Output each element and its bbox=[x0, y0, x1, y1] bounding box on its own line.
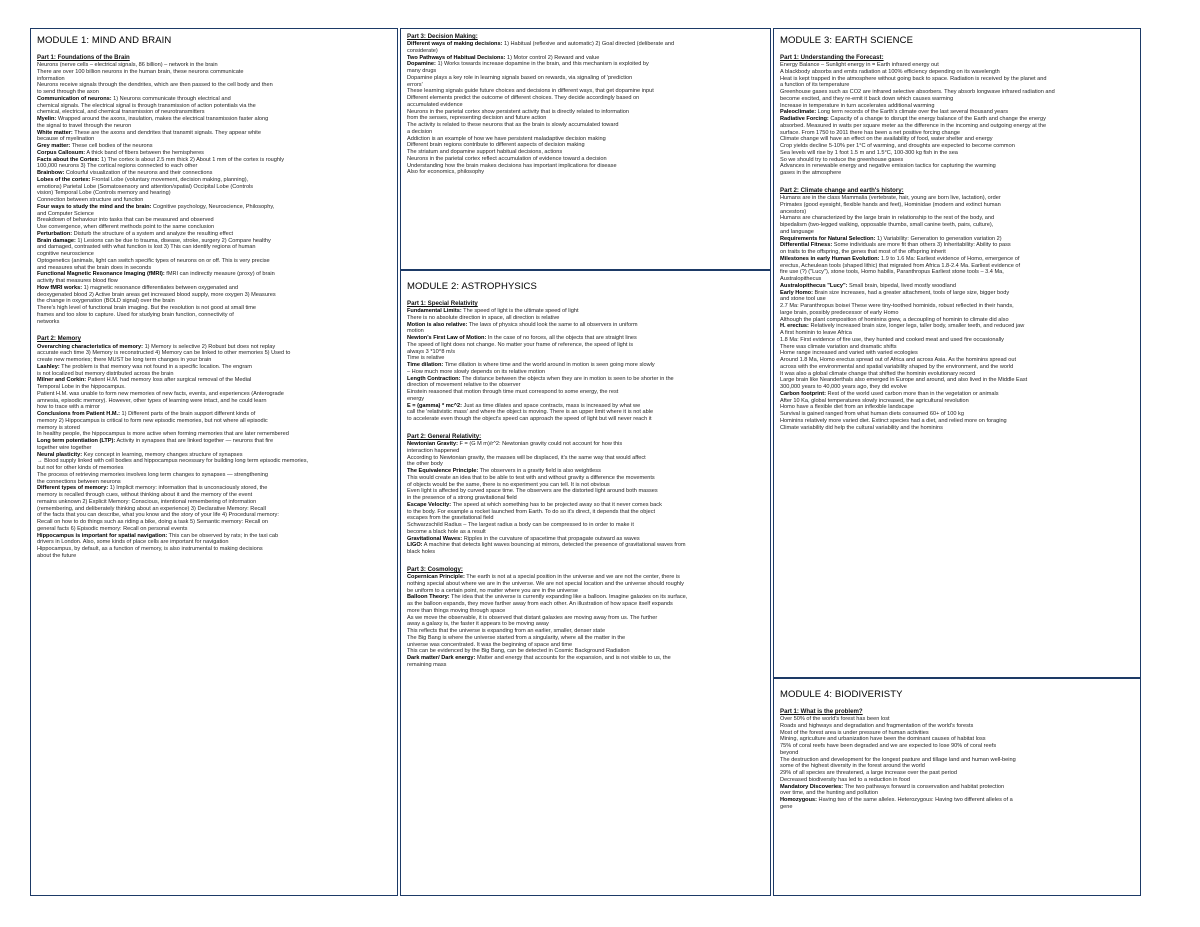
text-line: erectus, Acheulean tools (shaped lithic) that migrated from Africa 1.8-2.4 Ma. Earliest evidence of bbox=[780, 262, 1021, 269]
text-line: memory 2) Hippocampus is critical to form new episodic memories, but not where all episodic bbox=[37, 417, 268, 424]
text-line: frames and too slow to capture. Used for studying brain function, connectivity of bbox=[37, 311, 234, 318]
text-line: over time, and the hunting and pollution bbox=[780, 790, 878, 797]
text-line: Paleoclimate: Long term records of the Earth's climate over the last several thousand years bbox=[780, 109, 1009, 116]
text-line: So we should try to reduce the greenhouse gases bbox=[780, 156, 904, 163]
text-line: A first hominin to leave Africa bbox=[780, 330, 852, 337]
text-line: Grey matter: These cell bodies of the neurons bbox=[37, 143, 153, 150]
text-line: 2.7 Ma: Paranthropus boisei These were tiny-toothed hominids, robust reflected in their hands, bbox=[780, 303, 1014, 310]
text-line: The striatum and dopamine support habitual decisions, actions bbox=[407, 149, 563, 156]
text-line: Primates (good eyesight, flexible hands and feet), Hominidae (modern and extinct human bbox=[780, 201, 1001, 208]
text-line: because of myelination bbox=[37, 136, 95, 143]
text-line: Early Homo: Brain size increases, had a greater attachment, tools of large size, bigger body bbox=[780, 289, 1010, 296]
text-line: Climate change will have an effect on the availability of food, water shelter and energy bbox=[780, 136, 993, 143]
text-line: but not for other kinds of memories bbox=[37, 465, 124, 472]
text-line: nothing special about where we are in the universe. We are not special location and the universe should roughly bbox=[407, 580, 684, 587]
module-3-title: MODULE 3: EARTH SCIENCE bbox=[780, 35, 914, 46]
text-line: → Blood supply linked with cell bodies and hippocampus necessary for building long term episodic memories, bbox=[37, 458, 309, 465]
text-line: how to trace with a mirror bbox=[37, 404, 100, 411]
text-line: Lobes of the cortex: Frontal Lobe (voluntary movement, decision making, planning), bbox=[37, 176, 249, 183]
text-line: Optogenetics (animals, light can switch specific types of neurons on or off. This is very precise bbox=[37, 257, 270, 264]
text-line: Understanding how the brain makes decisions has important implications for disease bbox=[407, 162, 617, 169]
text-line: ancestors) bbox=[780, 208, 807, 215]
module-3-part-2-heading: Part 2: Climate change and earth's history: bbox=[780, 186, 904, 194]
module-1-part-2-heading: Part 2: Memory bbox=[37, 335, 82, 343]
text-line: Temporal Lobe in the hippocampus. bbox=[37, 384, 126, 391]
text-line: across with the environmental and spatial variability shaped by the environment, and the world bbox=[780, 363, 1014, 370]
text-line: 300,000 years to 40,000 years ago, they did evolve bbox=[780, 384, 907, 391]
text-line: remaining mass bbox=[407, 661, 447, 668]
text-line: Australopithecus bbox=[780, 276, 822, 283]
text-line: Greenhouse gases such as CO2 are infrared selective absorbers. They absorb longwave infrared radiation and bbox=[780, 89, 1055, 96]
text-line: beyond bbox=[780, 749, 799, 756]
module-4-part-1-body bbox=[780, 716, 1134, 811]
text-line: Large brain like Neanderthals also emerged in Europe and around, and also lived in the Middle East bbox=[780, 377, 1028, 384]
text-line: Balloon Theory: The idea that the universe is currently expanding like a balloon. Imagine galaxies on its surface, bbox=[407, 594, 688, 601]
text-line: amnesia, episodic memory). However, other types of learning were intact, and he could learn bbox=[37, 397, 267, 404]
text-line: The destruction and development for the longest pasture and tillage land and human well-being bbox=[780, 756, 1016, 763]
text-line: Neurons receive signals through the dendrites, which are then passed to the cell body and then bbox=[37, 82, 273, 89]
text-line: The speed of light does not change. No matter your frame of reference, the speed of light is bbox=[407, 341, 634, 348]
text-line: Increase in temperature in turn accelerates additional warming bbox=[780, 102, 935, 109]
text-line: Requirements for Natural Selection: 1) Variability: Generation to generation variation 2) bbox=[780, 235, 1002, 242]
text-line: the connections between neurons bbox=[37, 478, 121, 485]
module-2-part-1-heading: Part 1: Special Relativity bbox=[407, 300, 478, 307]
module-2-part-2-body bbox=[407, 441, 764, 556]
module-4-part-1-heading: Part 1: What is the problem? bbox=[780, 708, 863, 715]
text-line: activity that measures blood flow bbox=[37, 278, 118, 285]
text-line: Homozygous: Having two of the same alleles. Heterozygous: Having two different alleles of a bbox=[780, 797, 1013, 804]
text-line: to send through the axon bbox=[37, 89, 99, 96]
text-line: Over 50% of the world's forest has been lost bbox=[780, 716, 890, 723]
text-line: to accelerate even though the object's speed can approach the speed of light but will never reach it bbox=[407, 416, 652, 423]
text-line: Schwarzschild Radius – The largest radius a body can be compressed to in order to make it bbox=[407, 522, 634, 529]
text-line: Neurons in the parietal cortex reflect accumulation of evidence toward a decision bbox=[407, 155, 607, 162]
text-line: remains unknown 2) Explicit Memory: Conscious, intentional remembering of information bbox=[37, 498, 257, 505]
text-line: The activity is related to these neurons that as the brain is slowly accumulated toward bbox=[407, 122, 619, 129]
text-line: E = (gamma) * mc^2: Just as time dilates and space contracts, mass is increased by what we bbox=[407, 402, 641, 409]
module-1-panel bbox=[30, 28, 398, 896]
text-line: accumulated evidence bbox=[407, 101, 463, 108]
text-line: Energy Balance – Sunlight energy in = Earth infrared energy out bbox=[780, 62, 939, 69]
text-line: Brainbow: Colourful visualization of the neurons and their connections bbox=[37, 170, 213, 177]
text-line: drivers in London. Also, some kinds of place cells are important for navigation bbox=[37, 539, 229, 546]
text-line: Fundamental Limits: The speed of light is the ultimate speed of light bbox=[407, 308, 579, 315]
text-line: According to Newtonian gravity, the masses will be displaced, it's the same way that would affect bbox=[407, 454, 646, 461]
text-line: Hippocampus, by default, as a function of memory, is also instrumental to making decisions bbox=[37, 546, 263, 553]
text-line: Humans are characterized by the large brain in relationship to the rest of the body, and bbox=[780, 215, 995, 222]
text-line: There are over 100 billion neurons in the human brain, these neurons communicate bbox=[37, 68, 244, 75]
text-line: Mining, agriculture and urbanization have been the dominant causes of habitat loss bbox=[780, 736, 986, 743]
text-line: fire use (?) ("Lucy"), stone tools, Homo habilis, Paranthropus Earliest stone tools – 3.4 Ma, bbox=[780, 269, 1004, 276]
text-line: White matter: These are the axons and dendrites that transmit signals. They appear white bbox=[37, 129, 261, 136]
text-line: interaction happened bbox=[407, 447, 460, 454]
text-line: Neural plasticity: Key concept in learning, memory changes structure of synapses bbox=[37, 451, 243, 458]
text-line: There was climate variation and dramatic shifts bbox=[780, 343, 897, 350]
text-line: Dopamine plays a key role in learning signals based on rewards, via signaling of 'prediction bbox=[407, 74, 633, 81]
text-line: to the body. For example a rocket launched from Earth. To do so it's direct, it depends that the object bbox=[407, 508, 656, 515]
text-line: chemical signals. The electrical signal is through transmission of action potentials via the bbox=[37, 102, 256, 109]
text-line: Most of the forest area is under pressure of human activities bbox=[780, 729, 929, 736]
text-line: (remembering, and deliberately thinking about an experience) 3) Declarative Memory: Recall bbox=[37, 505, 266, 512]
text-line: call the 'relativistic mass' and where the object is moving. There is an upper limit where it is not able bbox=[407, 409, 654, 416]
text-line: Breakdown of behaviour into tasks that can be measured and observed bbox=[37, 217, 214, 224]
text-line: Long term potentiation (LTP): Activity in synapses that are linked together — neurons that fire bbox=[37, 438, 274, 445]
module-2-part-3-heading: Part 3: Cosmology: bbox=[407, 565, 463, 573]
text-line: Australopithecus "Lucy": Small brain, bipedal, lived mostly woodland bbox=[780, 282, 956, 289]
text-line: Mandatory Discoveries: The two pathways forward is conservation and habitat protection bbox=[780, 783, 1005, 790]
module-1-part-3-body bbox=[407, 41, 764, 176]
text-line: These learning signals guide future choices and decisions in different ways, that get dopamine input bbox=[407, 88, 654, 95]
text-line: Roads and highways and degradation and fragmentation of the world's forests bbox=[780, 722, 974, 729]
text-line: Survival is gained ranged from what human diets consumed 60+ of 100 kg bbox=[780, 411, 964, 418]
text-line: Milestones in early Human Evolution: 1.9 to 1.6 Ma: Earliest evidence of Homo, emergence of bbox=[780, 255, 1020, 262]
text-line: errors' bbox=[407, 81, 423, 88]
text-line: Neurons (nerve cells – electrical signals, 86 billion) – network in the brain bbox=[37, 62, 218, 69]
text-line: become excited, and they re-emit it back down which causes warming bbox=[780, 95, 954, 102]
module-1-part-3-panel bbox=[400, 28, 771, 270]
text-line: Recall on how to do things such as riding a bike, doing a task 5) Semantic memory: Recall on bbox=[37, 519, 269, 526]
text-line: networks bbox=[37, 318, 60, 325]
text-line: and measures what the brain does in seconds bbox=[37, 264, 152, 271]
text-line: 1.8 Ma: First evidence of fire use, they hunted and cooked meat and used fire occasionally bbox=[780, 336, 1004, 343]
text-line: Overarching characteristics of memory: 1) Memory is selective 2) Robust but does not replay bbox=[37, 343, 276, 350]
text-line: of the facts that you can describe, what you know and the story of your life 4) Procedural memory: bbox=[37, 512, 279, 519]
text-line: Brain damage: 1) Lesions can be due to trauma, disease, stroke, surgery 2) Compare healthy bbox=[37, 237, 271, 244]
text-line: This would create an idea that to be able to test with and without gravity a difference the movements bbox=[407, 474, 655, 481]
text-line: Neurons in the parietal cortex show persistent activity that is directly related to information bbox=[407, 108, 629, 115]
text-line: There is no absolute direction in space, all direction is relative bbox=[407, 314, 560, 321]
text-line: cognitive neuroscience bbox=[37, 251, 94, 258]
text-line: general facts 6) Episodic memory: Recall on personal events bbox=[37, 525, 188, 532]
text-line: gases in the atmosphere bbox=[780, 170, 842, 177]
text-line: Carbon footprint: Rest of the world used carbon more than in the vegetation or animals bbox=[780, 390, 999, 397]
text-line: of objects would be the same, there is no experiment you can tell. It is not obvious bbox=[407, 481, 610, 488]
text-line: The Big Bang is where the universe started from a singularity, where all the matter in the bbox=[407, 634, 626, 641]
text-line: and stone tool use bbox=[780, 296, 826, 303]
text-line: black holes bbox=[407, 549, 435, 556]
text-line: Humans are in the class Mammalia (vertebrate, hair, young are born live, lactation), order bbox=[780, 195, 1001, 202]
module-3-part-2-body bbox=[780, 195, 1134, 431]
text-line: escapes from the gravitational field bbox=[407, 515, 494, 522]
text-line: some of the highest diversity in the forest around the world bbox=[780, 763, 925, 770]
text-line: Home range increased and varied with varied ecologies bbox=[780, 350, 918, 357]
text-line: and Computer Science bbox=[37, 210, 94, 217]
text-line: be uniform to a certain point, no matter where you are in the universe bbox=[407, 587, 579, 594]
text-line: Advances in renewable energy and negative emission tactics for capturing the warming bbox=[780, 163, 996, 170]
text-line: Perturbation: Disturb the structure of a system and analyze the resulting effect bbox=[37, 230, 234, 237]
text-line: Four ways to study the mind and the brain: Cognitive psychology, Neuroscience, Philosophy, bbox=[37, 203, 275, 210]
text-line: gene bbox=[780, 803, 793, 810]
text-line: H. erectus: Relatively increased brain size, longer legs, taller body, smaller teeth, and reduced jaw bbox=[780, 323, 1025, 330]
module-2-part-2-heading: Part 2: General Relativity: bbox=[407, 432, 482, 440]
text-line: In healthy people, the hippocampus is more active when forming memories that are later remembered bbox=[37, 431, 289, 438]
text-line: motion bbox=[407, 328, 424, 335]
text-line: Functional Magnetic Resonance Imaging (fMRI): fMRI can indirectly measure (proxy) of brain bbox=[37, 271, 275, 278]
text-line: the change in oxygenation (BOLD signal) over the brain bbox=[37, 298, 175, 305]
text-line: This can be evidenced by the Big Bang, can be detected in Cosmic Background Radiation bbox=[407, 648, 630, 655]
text-line: direction of movement relative to the observer bbox=[407, 382, 521, 389]
text-line: The Equivalence Principle: The observers in a gravity field is also weightless bbox=[407, 468, 601, 475]
text-line: Different brain regions contribute to different aspects of decision making bbox=[407, 142, 585, 149]
text-line: A blackbody absorbs and emits radiation at 100% efficiency depending on its wavelength bbox=[780, 68, 1000, 75]
text-line: Conclusions from Patient H.M.: 1) Different parts of the brain support different kinds of bbox=[37, 411, 256, 418]
text-line: Around 1.8 Ma, Homo erectus spread out of Africa and across Asia. As the hominins spread out bbox=[780, 357, 1016, 364]
text-line: Time is relative bbox=[407, 355, 445, 362]
text-line: It was also a global climate change that shifted the hominin evolutionary record bbox=[780, 370, 976, 377]
text-line: Homo have a flexible diet from an inflexible landscape bbox=[780, 404, 914, 411]
module-2-part-1-body bbox=[407, 308, 764, 423]
text-line: together wire together bbox=[37, 444, 92, 451]
text-line: Heat is kept trapped in the atmosphere without going back to space. Radiation is received by the planet and bbox=[780, 75, 1047, 82]
text-line: Hippocampus is important for spatial navigation: This can be observed by rats; in the taxi cab bbox=[37, 532, 279, 539]
text-line: – How much more slowly depends on its relative motion bbox=[407, 368, 546, 375]
text-line: accurate each time 3) Memory is reconstructed 4) Memory can be linked to other memories 5) Used to bbox=[37, 350, 291, 357]
text-line: chemical, electrical, and chemical transmission of neurotransmitters bbox=[37, 109, 205, 116]
module-1-part-1-heading: Part 1: Foundations of the Brain bbox=[37, 54, 130, 61]
text-line: 100,000 neurons 3) The cortical regions connected to each other bbox=[37, 163, 198, 170]
text-line: create new memories; there MUST be long term changes in your brain bbox=[37, 357, 212, 364]
text-line: considerate) bbox=[407, 47, 438, 54]
text-line: Sea levels will rise by 1 foot 1.5 m and 1.5°C, 100-300 kg fish in the sea bbox=[780, 149, 958, 156]
text-line: absorbed. Measured in watts per square meter as the difference in the incoming and outgoing energy at the bbox=[780, 122, 1047, 129]
text-line: away a galaxy is, the faster it appears to be moving away bbox=[407, 621, 549, 628]
text-line: vision) Temporal Lobe (Controls memory and hearing) bbox=[37, 190, 171, 197]
text-line: Gravitational Waves: Ripples in the curvature of spacetime that propagate outward as waves bbox=[407, 535, 640, 542]
text-line: Facts about the Cortex: 1) The cortex is about 2.5 mm thick 2) About 1 mm of the cortex is roughly bbox=[37, 156, 285, 163]
text-line: and damaged, contrasted with what function is lost 3) This can identify regions of human bbox=[37, 244, 256, 251]
module-4-panel bbox=[773, 678, 1141, 896]
text-line: Patient H.M. was unable to form new memories of new facts, events, and experiences (Anterograde bbox=[37, 390, 284, 397]
text-line: universe was concentrated. It was the beginning of space and time bbox=[407, 641, 573, 648]
module-2-title: MODULE 2: ASTROPHYSICS bbox=[407, 281, 537, 292]
text-line: Addiction is an example of how we have persistent maladaptive decision making bbox=[407, 135, 606, 142]
text-line: more than things moving through space bbox=[407, 607, 506, 614]
text-line: is not localized but memory distributed across the brain bbox=[37, 370, 174, 377]
text-line: Myelin: Wrapped around the axons, insulation, makes the electrical transmission faster along bbox=[37, 116, 269, 123]
text-line: 75% of coral reefs have been degraded and we are expected to lose 90% of coral reefs bbox=[780, 743, 997, 750]
text-line: Newton's First Law of Motion: In the case of no forces, all the objects that are straight lines bbox=[407, 335, 637, 342]
text-line: the signal to travel through the neuron bbox=[37, 122, 132, 129]
text-line: Einstein reasoned that motion through time must correspond to some energy, the rest bbox=[407, 389, 619, 396]
text-line: Even light is affected by curved space time. The observers are the distorted light around both masses bbox=[407, 488, 658, 495]
text-line: a decision bbox=[407, 128, 433, 135]
text-line: deoxygenated blood 2) Active brain areas get increased blood supply, more oxygen 3) Measures bbox=[37, 291, 276, 298]
text-line: This reflects that the universe is expanding from an earlier, smaller, denser state bbox=[407, 628, 606, 635]
module-3-part-1-body bbox=[780, 62, 1134, 177]
text-line: surface. From 1750 to 2011 there has been a net positive forcing change bbox=[780, 129, 960, 136]
text-line: the other body bbox=[407, 461, 443, 468]
text-line: Radiative Forcing: Capacity of a change to disrupt the energy balance of the Earth and change the energy bbox=[780, 116, 1046, 123]
text-line: memory is recalled through cues, without thinking about it and the memory of the event bbox=[37, 492, 253, 499]
text-line: information bbox=[37, 75, 65, 82]
text-line: Although the plant composition of hominins grew, a decoupling of hominin to climate did also bbox=[780, 316, 1009, 323]
text-line: Lashley: The problem is that memory was not found in a specific location. The engram bbox=[37, 363, 252, 370]
text-line: memory is stored bbox=[37, 424, 80, 431]
text-line: Time dilation: Time dilation is where time and the world around in motion is seen going more slowly bbox=[407, 362, 655, 369]
text-line: in the presence of a strong gravitational field bbox=[407, 495, 517, 502]
text-line: always 3 *10^8 m/s bbox=[407, 348, 456, 355]
text-line: Hominins relatively more varied diet. Extinct species had a diet, and relied more on foraging bbox=[780, 417, 1007, 424]
text-line: Climate variability did help the cultural variability and the hominins bbox=[780, 424, 943, 431]
text-line: Use convergence, when different methods point to the same conclusion bbox=[37, 224, 215, 231]
text-line: a function of its temperature bbox=[780, 82, 850, 89]
text-line: emotions) Parietal Lobe (Somatosensory and attention/spatial) Occipital Lobe (Controls bbox=[37, 183, 254, 190]
text-line: Newtonian Gravity: F = (G M m)/r^2: Newtonian gravity could not account for how this bbox=[407, 441, 623, 448]
text-line: bipedalism (two-legged walking, opposable thumbs, small canine teeth, pairs, culture), bbox=[780, 222, 994, 229]
text-line: from the senses, representing decision and future action bbox=[407, 115, 547, 122]
text-line: Different types of memory: 1) Implicit memory: information that is unconsciously stored, the bbox=[37, 485, 268, 492]
module-3-panel bbox=[773, 28, 1141, 678]
text-line: become a black hole as a result bbox=[407, 528, 486, 535]
text-line: and language bbox=[780, 228, 814, 235]
text-line: Length Contraction: The distance between the objects when they are in motion is seen to be shorter in the bbox=[407, 375, 674, 382]
text-line: Two Pathways of Habitual Decisions: 1) Motor control 2) Reward and value bbox=[407, 54, 600, 61]
module-1-part-2-body bbox=[37, 344, 391, 560]
text-line: large brain, possibly predecessor of early Homo bbox=[780, 309, 899, 316]
text-line: many drugs bbox=[407, 68, 437, 75]
text-line: Also for economics, philosophy bbox=[407, 169, 485, 176]
text-line: How fMRI works: 1) magnetic resonance differentiates between oxygenated and bbox=[37, 284, 239, 291]
text-line: After 10 Ka, global temperatures slowly increased, the agricultural revolution bbox=[780, 397, 969, 404]
text-line: about the future bbox=[37, 552, 77, 559]
text-line: Milner and Corkin: Patient H.M. had memory loss after surgical removal of the Medial bbox=[37, 377, 252, 384]
text-line: LIGO: A machine that detects light waves bouncing at mirrors, detected the presence of gravitational waves from bbox=[407, 542, 686, 549]
text-line: Differential Fitness: Some individuals are more fit than others 3) Inheritability: Ability to pass bbox=[780, 242, 1011, 249]
text-line: As we move the observable, it is observed that distant galaxies are moving away from us. The further bbox=[407, 614, 658, 621]
text-line: Different ways of making decisions: 1) Habitual (reflexive and automatic) 2) Goal directed (deliberate and bbox=[407, 41, 675, 48]
module-2-part-3-body bbox=[407, 574, 764, 669]
text-line: There's high level of functional brain imaging. But the resolution is not good at small time bbox=[37, 305, 257, 312]
text-line: Decreased biodiversity has led to a reduction in food bbox=[780, 776, 910, 783]
text-line: Corpus Callosum: A thick band of fibers between the hemispheres bbox=[37, 149, 204, 156]
text-line: Crop yields decline 5-10% per 1°C of warming, and droughts are expected to become common bbox=[780, 143, 1015, 150]
module-1-part-1-body bbox=[37, 62, 391, 325]
module-3-part-1-heading: Part 1: Understanding the Forecast: bbox=[780, 54, 884, 61]
text-line: Motion is also relative: The laws of physics should look the same to all observers in uniform bbox=[407, 321, 638, 328]
text-line: energy bbox=[407, 395, 425, 402]
text-line: on traits to the offspring, the genes that most of the offspring inherit bbox=[780, 249, 946, 256]
text-line: Dopamine: 1) Works towards increase dopamine in the brain, and this mechanism is exploited by bbox=[407, 61, 649, 68]
module-1-part-3-heading: Part 3: Decision Making: bbox=[407, 33, 478, 40]
text-line: Dark matter/ Dark energy: Matter and energy that accounts for the expansion, and is not visible to us, the bbox=[407, 655, 671, 662]
text-line: Communication of neurons: 1) Neurons communicate through electrical and bbox=[37, 95, 231, 102]
text-line: Different elements predict the outcome of different choices. They decide accordingly based on bbox=[407, 95, 640, 102]
text-line: as the balloon expands, they move farther away from each other. An illustration of how space itself expands bbox=[407, 601, 673, 608]
text-line: Connection between structure and function bbox=[37, 197, 144, 204]
text-line: Copernican Principle: The earth is not at a special position in the universe and we are not the center, there is bbox=[407, 574, 680, 581]
module-1-title: MODULE 1: MIND AND BRAIN bbox=[37, 35, 172, 46]
text-line: Escape Velocity: The speed at which something has to be projected away so that it never comes back bbox=[407, 501, 662, 508]
text-line: The process of retrieving memories involves long term changes to synapses — strengthening bbox=[37, 471, 269, 478]
module-2-panel bbox=[400, 270, 771, 896]
module-4-title: MODULE 4: BIODIVERISTY bbox=[780, 689, 903, 700]
text-line: 29% of all species are threatened, a large increase over the past period bbox=[780, 770, 957, 777]
